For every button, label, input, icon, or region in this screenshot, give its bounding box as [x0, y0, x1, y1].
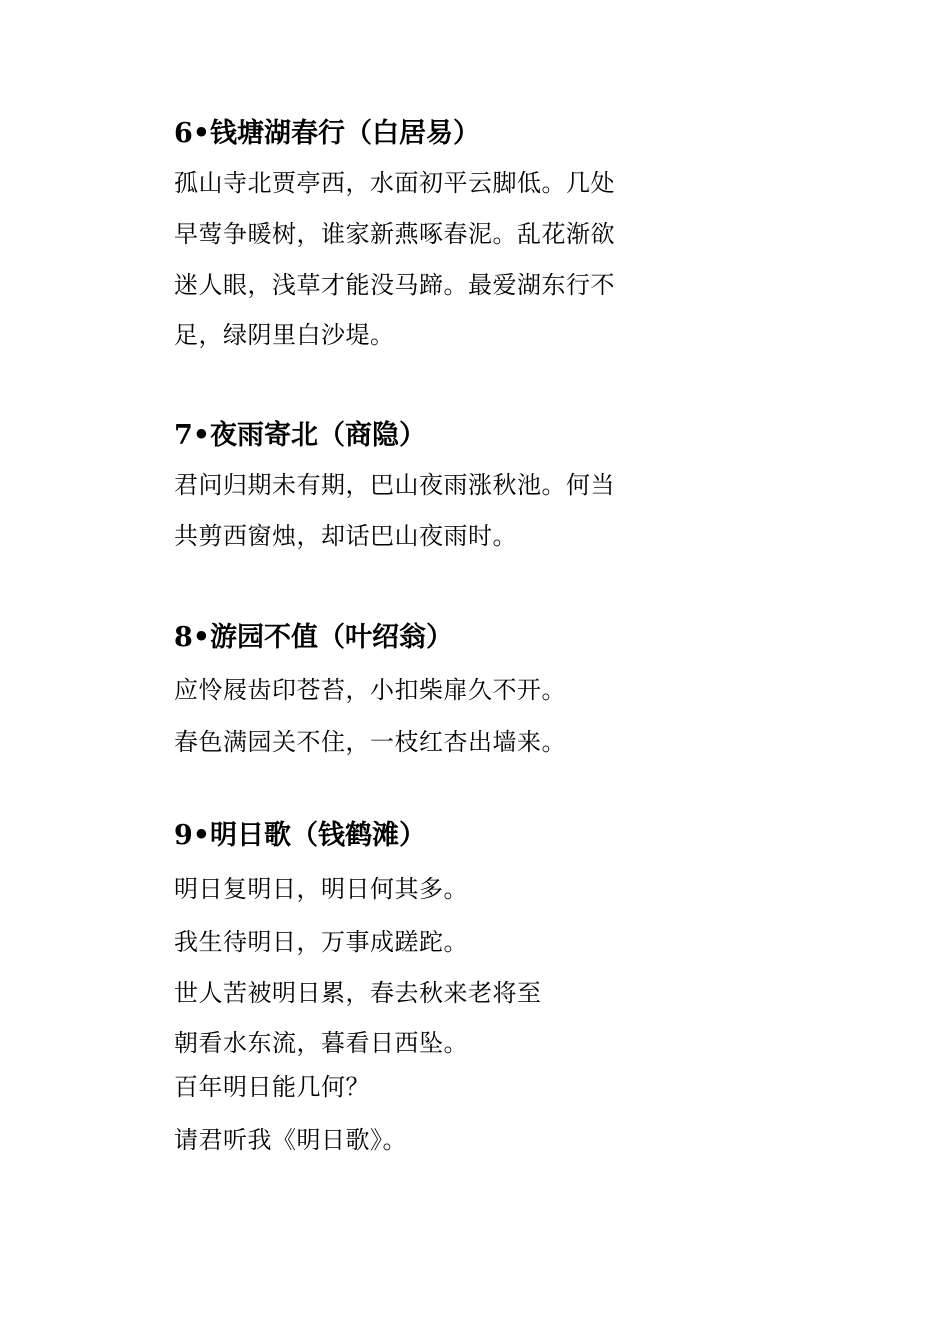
poem-line: 我生待明日，万事成蹉跎。 — [174, 928, 468, 956]
poem-line: 君问归期未有期，巴山夜雨涨秋池。何当 — [174, 471, 615, 499]
poem-title-9: 9•明日歌（钱鹤滩） — [174, 820, 427, 851]
poem-line: 世人苦被明日累，春去秋来老将至 — [174, 979, 542, 1007]
poem-line: 足，绿阴里白沙堤。 — [174, 321, 395, 349]
poem-line: 迷人眼，浅草才能没马蹄。最爱湖东行不 — [174, 271, 615, 299]
poem-line: 请君听我《明日歌》。 — [174, 1126, 407, 1154]
poem-line: 应怜屐齿印苍苔，小扣柴扉久不开。 — [174, 676, 566, 704]
poem-line: 共剪西窗烛，却话巴山夜雨时。 — [174, 522, 517, 550]
poem-line: 朝看水东流，暮看日西坠。 — [174, 1029, 468, 1057]
poem-line: 早莺争暖树，谁家新燕啄春泥。乱花渐欲 — [174, 220, 615, 248]
poem-line: 春色满园关不住，一枝红杏出墙来。 — [174, 728, 566, 756]
poem-title-7: 7•夜雨寄北（商隐） — [174, 420, 427, 451]
poem-line: 孤山寺北贾亭西，水面初平云脚低。几处 — [174, 169, 615, 197]
poem-title-6: 6•钱塘湖春行（白居易） — [174, 118, 481, 149]
poem-line: 百年明日能几何？ — [174, 1073, 370, 1101]
poem-title-8: 8•游园不值（叶绍翁） — [174, 622, 454, 653]
poem-line: 明日复明日，明日何其多。 — [174, 875, 468, 903]
